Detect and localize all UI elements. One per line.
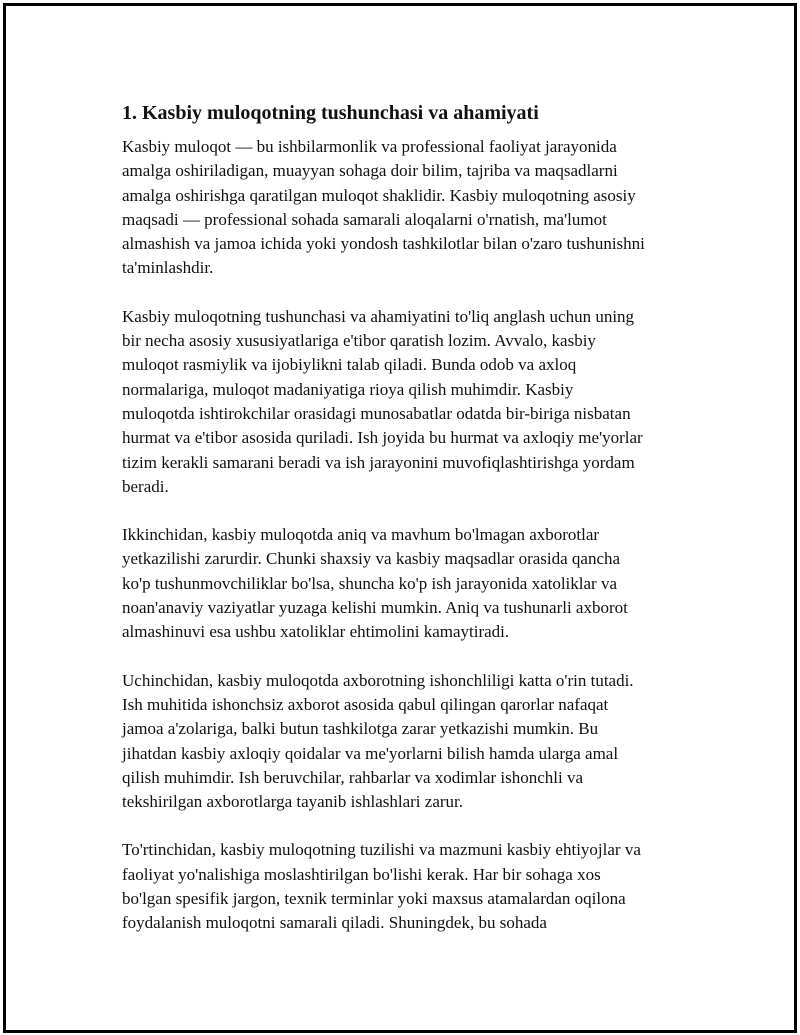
paragraph-line: Ikkinchidan, kasbiy muloqotda aniq va mavhum bo'lmagan axborotlar (122, 525, 600, 545)
paragraph-line: maqsadi — professional sohada samarali aloqalarni o'rnatish, ma'lumot (122, 209, 607, 229)
paragraph-line: muloqotda ishtirokchilar orasidagi munosabatlar odatda bir-biriga nisbatan (122, 403, 631, 423)
document-page (3, 3, 797, 1033)
paragraph-line: jihatdan kasbiy axloqiy qoidalar va me'yorlarni bilish hamda ularga amal (122, 743, 619, 763)
paragraph-4 (122, 669, 702, 815)
paragraph-line: Kasbiy muloqotning tushunchasi va ahamiyatini to'liq anglash uchun uning (122, 306, 635, 326)
paragraph-1 (122, 135, 702, 281)
paragraph-line: foydalanish muloqotni samarali qiladi. Shuningdek, bu sohada (122, 913, 547, 933)
paragraph-line: yetkazilishi zarurdir. Chunki shaxsiy va kasbiy maqsadlar orasida qancha (122, 549, 621, 569)
section-heading: 1. Kasbiy muloqotning tushunchasi va ahamiyati (122, 102, 539, 124)
paragraph-line: ta'minlashdir. (122, 258, 214, 278)
paragraph-line: tizim kerakli samarani beradi va ish jarayonini muvofiqlashtirishga yordam (122, 452, 635, 472)
paragraph-line: tekshirilgan axborotlarga tayanib ishlashlari zarur. (122, 792, 463, 812)
paragraph-line: ko'p tushunmovchiliklar bo'lsa, shuncha ko'p ish jarayonida xatoliklar va (122, 573, 618, 593)
paragraph-3 (122, 523, 702, 644)
paragraph-line: bo'lgan spesifik jargon, texnik terminlar yoki maxsus atamalardan oqilona (122, 889, 626, 909)
paragraph-line: bir necha asosiy xususiyatlariga e'tibor qaratish lozim. Avvalo, kasbiy (122, 331, 596, 351)
paragraph-line: qilish muhimdir. Ish beruvchilar, rahbarlar va xodimlar ishonchli va (122, 767, 584, 787)
paragraph-line: Ish muhitida ishonchsiz axborot asosida qabul qilingan qarorlar nafaqat (122, 694, 609, 714)
paragraph-line: Kasbiy muloqot — bu ishbilarmonlik va professional faoliyat jarayonida (122, 137, 617, 156)
paragraph-line: faoliyat yo'nalishiga moslashtirilgan bo'lishi kerak. Har bir sohaga xos (122, 864, 601, 884)
paragraph-line: To'rtinchidan, kasbiy muloqotning tuzilishi va mazmuni kasbiy ehtiyojlar va (122, 840, 641, 860)
paragraph-line: beradi. (122, 476, 169, 496)
paragraph-line: amalga oshiriladigan, muayyan sohaga doir bilim, tajriba va maqsadlarni (122, 161, 618, 181)
paragraph-line: almashish va jamoa ichida yoki yondosh tashkilotlar bilan o'zaro tushunishni (122, 234, 645, 254)
paragraph-line: amalga oshirishga qaratilgan muloqot shaklidir. Kasbiy muloqotning asosiy (122, 185, 636, 205)
paragraph-line: normalariga, muloqot madaniyatiga rioya qilish muhimdir. Kasbiy (122, 379, 574, 399)
paragraph-line: Uchinchidan, kasbiy muloqotda axborotning ishonchliligi katta o'rin tutadi. (122, 670, 634, 690)
paragraph-2 (122, 305, 702, 499)
paragraph-line: hurmat va e'tibor asosida quriladi. Ish joyida bu hurmat va axloqiy me'yorlar (122, 428, 643, 448)
paragraph-line: noan'anaviy vaziyatlar yuzaga kelishi mumkin. Aniq va tushunarli axborot (122, 598, 628, 618)
paragraph-line: muloqot rasmiylik va ijobiylikni talab qiladi. Bunda odob va axloq (122, 355, 577, 375)
paragraph-line: almashinuvi esa ushbu xatoliklar ehtimolini kamaytiradi. (122, 622, 510, 642)
paragraph-5 (122, 838, 702, 935)
paragraph-line: jamoa a'zolariga, balki butun tashkilotga zarar yetkazishi mumkin. Bu (122, 719, 599, 739)
document-body (122, 99, 702, 960)
